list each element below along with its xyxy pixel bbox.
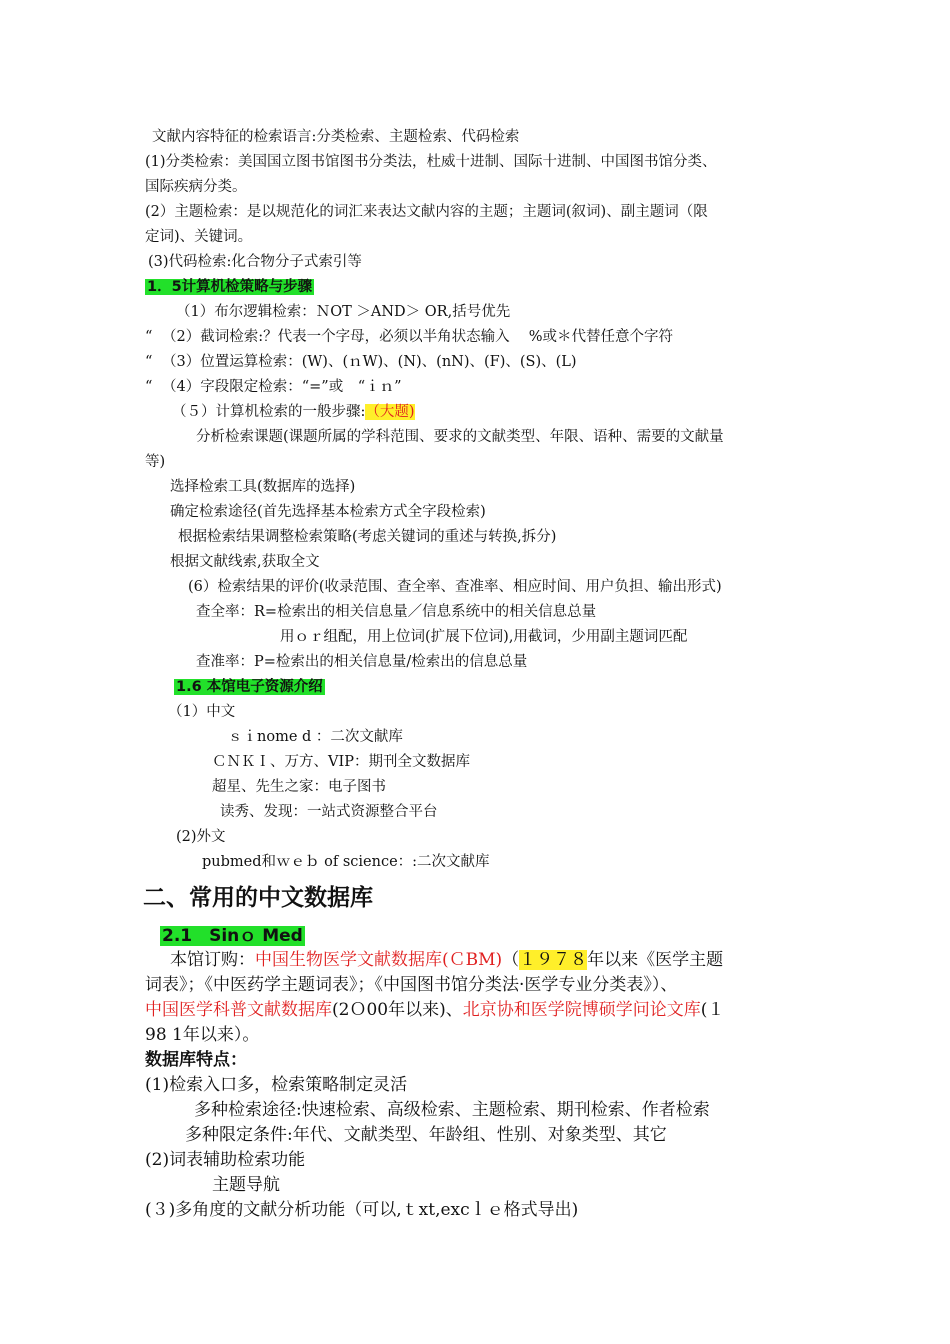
paragraph-line: 读秀、发现：一站式资源整合平台 xyxy=(220,804,438,820)
paragraph-line: （4）字段限定检索：“=”或 “ｉｎ” xyxy=(162,379,402,395)
paragraph-line: pubmed和ｗｅｂ of science：:二次文献库 xyxy=(202,854,490,870)
paragraph-line: 用ｏｒ组配，用上位词(扩展下位词),用截词，少用副主题词匹配 xyxy=(280,629,688,645)
paragraph-line: （1）布尔逻辑检索：ＮOT ＞AND＞ OR,括号优先 xyxy=(176,304,511,320)
paragraph-line: 主题导航 xyxy=(212,1175,280,1195)
paragraph-line: ｓｉnome d ：二次文献库 xyxy=(228,729,403,745)
page-title: 二、常用的中文数据库 xyxy=(143,885,373,911)
paragraph-line: 超星、先生之家：电子图书 xyxy=(212,779,386,795)
plain-text: (2Ｏ00年以来)、 xyxy=(332,1000,463,1020)
heading-1-6: 1.6 本馆电子资源介绍 xyxy=(176,679,323,695)
paragraph-line: 确定检索途径(首先选择基本检索方式全字段检索) xyxy=(170,504,486,520)
section-heading xyxy=(174,677,325,697)
year-highlight: １９７８ xyxy=(519,950,588,970)
bullet-mark: “ xyxy=(145,354,153,370)
paragraph-line: 文献内容特征的检索语言:分类检索、主题检索、代码检索 xyxy=(152,129,520,145)
paragraph-line: 词表》；《中医药学主题词表》；《中国图书馆分类法·医学专业分类表》）、 xyxy=(145,975,678,995)
popular-science-database-name: 中国医学科普文献数据库 xyxy=(145,1000,332,1020)
section-heading xyxy=(145,277,314,297)
paragraph-line xyxy=(172,402,415,422)
pumc-thesis-database-name: 北京协和医学院博硕学问论文库 xyxy=(462,1000,701,1020)
paragraph-line: (2)词表辅助检索功能 xyxy=(145,1150,306,1170)
heading-2-1: 2.1 Sinｏ Med xyxy=(162,926,303,946)
paragraph-line: 查全率：R=检索出的相关信息量／信息系统中的相关信息总量 xyxy=(196,604,597,620)
paragraph-line: 分析检索课题(课题所属的学科范围、要求的文献类型、年限、语种、需要的文献量 xyxy=(196,429,724,445)
paragraph-line: 多种检索途径:快速检索、高级检索、主题检索、期刊检索、作者检索 xyxy=(194,1100,710,1120)
paragraph-line: ＣＮＫＩ、万方、VIP：期刊全文数据库 xyxy=(212,754,470,770)
paren: （ xyxy=(502,950,520,970)
paragraph-line: （2）截词检索:？代表一个字母，必须以半角状态输入 %或＊代替任意个字符 xyxy=(162,329,673,345)
paragraph-line xyxy=(145,998,724,1022)
paragraph-line: （1）中文 xyxy=(168,704,236,720)
cbm-database-name: 中国生物医学文献数据库(ＣBM) xyxy=(255,950,503,970)
bullet-mark: “ xyxy=(145,379,153,395)
paragraph-line: (6）检索结果的评价(收录范围、查全率、查准率、相应时间、用户负担、输出形式) xyxy=(188,579,722,595)
bullet-mark: “ xyxy=(145,329,153,345)
paragraph-line: (1)分类检索：美国国立图书馆图书分类法，杜威十进制、国际十进制、中国图书馆分类、 xyxy=(145,154,717,170)
paragraph-line: 等) xyxy=(145,454,166,470)
paragraph-line: 定词)、关键词。 xyxy=(145,229,253,245)
paragraph-line: (３)多角度的文献分析功能（可以,ｔxt,excｌｅ格式导出) xyxy=(145,1200,579,1220)
paragraph-line: （3）位置运算检索：(W)、(ｎW)、(N)、(nN)、(F)、(S)、(L) xyxy=(162,354,577,370)
intro-text: 年以来《医学主题 xyxy=(587,950,724,970)
paragraph-line: 选择检索工具(数据库的选择) xyxy=(170,479,356,495)
paragraph-line: (1)检索入口多，检索策略制定灵活 xyxy=(145,1075,408,1095)
paragraph-line xyxy=(170,948,723,972)
paragraph-line: (3)代码检索:化合物分子式索引等 xyxy=(148,254,362,270)
paragraph-line: 多种限定条件:年代、文献类型、年龄组、性别、对象类型、其它 xyxy=(185,1125,667,1145)
paragraph-line: 根据文献线索,获取全文 xyxy=(170,554,320,570)
features-heading: 数据库特点： xyxy=(145,1050,247,1070)
paragraph-line: 98 1年以来）。 xyxy=(145,1025,260,1045)
major-question-badge: （大题) xyxy=(365,404,415,420)
steps-label: （５）计算机检索的一般步骤: xyxy=(172,404,366,420)
section-heading xyxy=(160,924,305,948)
paragraph-line: 查准率：P=检索出的相关信息量/检索出的信息总量 xyxy=(196,654,528,670)
paragraph-line: 国际疾病分类。 xyxy=(145,179,247,195)
plain-text: (１ xyxy=(700,1000,725,1020)
paragraph-line: (2）主题检索：是以规范化的词汇来表达文献内容的主题；主题词(叙词)、副主题词（限 xyxy=(145,204,708,220)
intro-text: 本馆订购： xyxy=(170,950,255,970)
paragraph-line: 根据检索结果调整检索策略(考虑关键词的重述与转换,拆分) xyxy=(178,529,557,545)
heading-1-5: 1．5计算机检策略与步骤 xyxy=(147,279,313,295)
paragraph-line: (2)外文 xyxy=(176,829,226,845)
